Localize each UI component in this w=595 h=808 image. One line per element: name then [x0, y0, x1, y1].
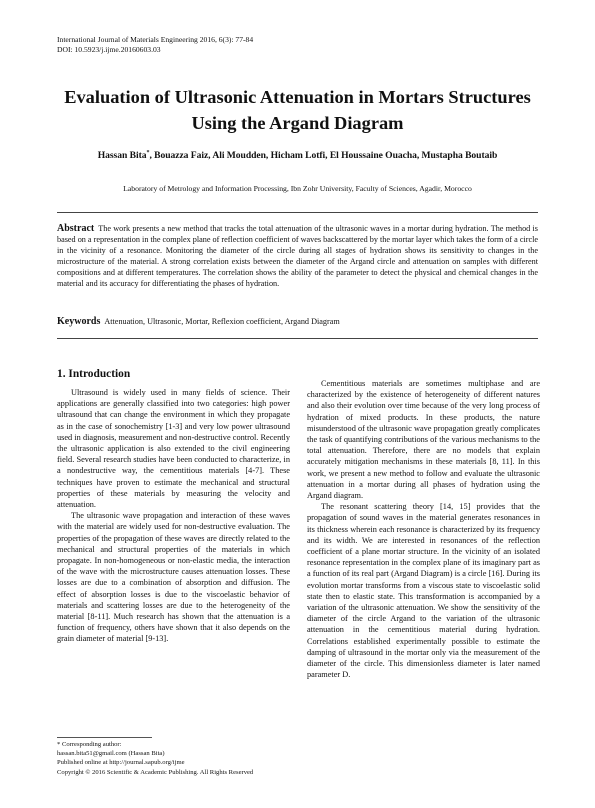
abstract-block: [57, 223, 538, 290]
abstract-top-rule: [57, 212, 538, 213]
keywords-block: [57, 316, 538, 327]
corresponding-marker: *: [146, 150, 150, 156]
footnote-rule: [57, 737, 152, 738]
left-column: [57, 387, 290, 645]
author-email: hassan.bita51@gmail.com (Hassan Bita): [57, 750, 165, 758]
keywords-label: Keywords: [57, 316, 101, 327]
paragraph: The ultrasonic wave propagation and interaction of these waves with the material are widely used for non-destructive evaluation. The properties of the propagation of these waves are directly related to the mechanical and structural properties of the materials in which propagate. In non-homogeneous or non-elastic media, the interaction of the wave with the microstructure causes attenuation losses. These losses are due to a combination of absorption and diffusion. The effect of absorption losses is due to the viscoelastic behavior of materials and scattering losses are due to the heterogeneity of the material [8-11]. Much research has shown that the attenuation is a function of frequency, others have shown that it also depends on the grain diameter of material [9-13].: [57, 511, 290, 644]
journal-citation: International Journal of Materials Engineering 2016, 6(3): 77-84: [57, 35, 254, 44]
doi-line: DOI: 10.5923/j.ijme.20160603.03: [57, 45, 161, 54]
first-author: Hassan Bita: [97, 150, 147, 161]
affiliation: Laboratory of Metrology and Information Processing, Ibn Zohr University, Faculty of Sciences, Agadir, Morocco: [123, 184, 472, 193]
author-list: [57, 150, 538, 161]
copyright-note: Copyright © 2016 Scientific & Academic Publishing. All Rights Reserved: [57, 768, 254, 776]
paragraph: Ultrasound is widely used in many fields of science. Their applications are generally classified into two categories: high power ultrasound that can change the environment in which they propagate as in the case of sonochemistry [1-3] and very low power ultrasound used in diagnosis, measurement and non-destructive control. Recently the ultrasonic application is also extended to the civil engineering field. Several research studies have been conducted to characterize, in a nondestructive way, the cementitious materials [4-7]. These techniques have proven to estimate the mechanical and structural properties of these materials by measuring the velocity and attenuation.: [57, 388, 290, 510]
abstract-label: Abstract: [57, 223, 95, 234]
paragraph: The resonant scattering theory [14, 15] provides that the propagation of sound waves in the material generates resonances in its thickness wherein each resonance is characterized by its frequency and its width. We are interested in resonances of the reflection coefficient of a plane mortar structure. In the vicinity of an isolated resonance representation in the complex plane of its imaginary part as a function of its real part (Argand Diagram) is a circle [16]. During its evolution mortar transforms from a viscous state to viscoelastic solid state then to elastic state. This transformation is accompanied by a variation of the ultrasonic attenuation. We show the sensitivity of the diameter of the circle Argand to the variation of the ultrasonic attenuation in the cementitious material during hydration. Correlations established experimentally possible to estimate the damping of ultrasound in the mortar only via the measurement of the diameter of the circle. This dimensionless diameter is later named parameter D.: [307, 502, 540, 680]
keywords-text: Attenuation, Ultrasonic, Mortar, Reflexion coefficient, Argand Diagram: [104, 317, 340, 326]
footnote: [57, 740, 297, 777]
paragraph: Cementitious materials are sometimes multiphase and are characterized by the existence of heterogeneity of different natures and also their evolution over time because of the very long process of hydration of mixed products. In these products, the nature misunderstood of the ultrasonic wave propagation greatly complicates the task of quantifying contributions of the various mechanisms to the total attenuation. Therefore, there are no models that explain accurately mitigation mechanisms in these materials [8, 11]. In this work, we present a new method to follow and evaluate the ultrasonic attenuation in a mortar during all phases of hydration using the Argand diagram.: [307, 379, 540, 501]
corresponding-author-note: * Corresponding author:: [57, 741, 122, 748]
paper-title: Evaluation of Ultrasonic Attenuation in Mortars Structures Using the Argand Diagram: [64, 87, 531, 133]
published-online-note: Published online at http://journal.sapub.org/ijme: [57, 759, 185, 767]
abstract-text: The work presents a new method that tracks the total attenuation of the ultrasonic waves in a mortar during hydration. The method is based on a representation in the complex plane of reflection coefficient of waves backscattered by the mortar layer which takes the form of a circle in the vicinity of a resonance. Monitoring the diameter of the circle during all stages of hydration shows its sensitivity to changes in the microstructure of the material. A strong correlation exists between the diameter of the Argand circle and attenuation on samples with different compositions and at different temperatures. The correlation shows the ability of the parameter to detect the physical and chemical changes in the material and its accuracy for differentiating the phases of hydration.: [57, 224, 538, 289]
coauthors: , Bouazza Faiz, Ali Moudden, Hicham Lotfi, El Houssaine Ouacha, Mustapha Boutaib: [149, 150, 498, 161]
journal-header: [57, 35, 253, 55]
section-heading-introduction: 1. Introduction: [57, 368, 131, 380]
right-column: [307, 378, 540, 680]
abstract-bottom-rule: [57, 338, 538, 339]
